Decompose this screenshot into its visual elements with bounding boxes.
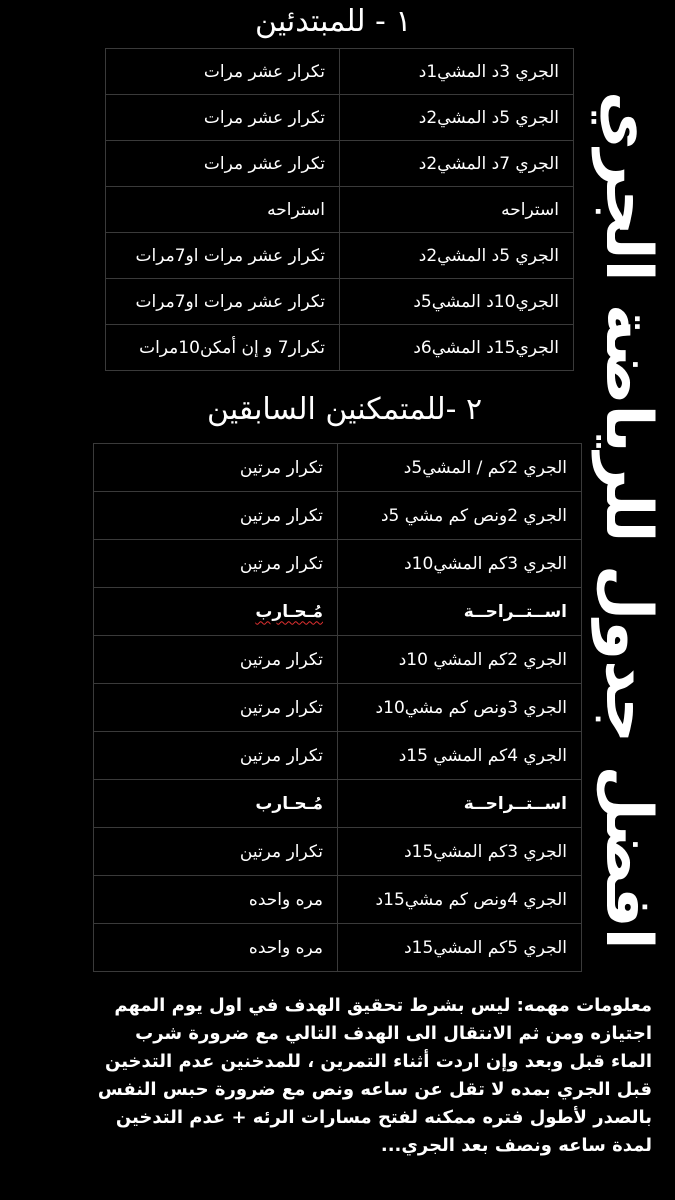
reps-cell: تكرار مرتين bbox=[94, 636, 338, 684]
run-cell: الجري 3كم المشي10د bbox=[338, 540, 582, 588]
table-row bbox=[94, 492, 582, 540]
run-cell: الجري 2كم المشي 10د bbox=[338, 636, 582, 684]
reps-cell: تكرار مرتين bbox=[94, 828, 338, 876]
notes-line: بالصدر لأطول فتره ممكنه لفتح مسارات الرئه + عدم التدخين bbox=[115, 1107, 652, 1128]
reps-cell: تكرار عشر مرات bbox=[106, 95, 340, 141]
reps-cell: تكرار عشر مرات bbox=[106, 49, 340, 95]
notes-line: اجتيازه ومن ثم الانتقال الى الهدف التالي مع ضرورة شرب bbox=[135, 1023, 652, 1044]
reps-cell: تكرار مرتين bbox=[94, 540, 338, 588]
advanced-title: ٢ -للمتمكنين السابقين bbox=[207, 392, 483, 427]
reps-cell: تكرار مرتين bbox=[94, 444, 338, 492]
notes-line: معلومات مهمه: ليس بشرط تحقيق الهدف في اول يوم المهم bbox=[114, 995, 652, 1016]
important-notes bbox=[30, 992, 652, 1160]
notes-line: الماء قبل وبعد وإن اردت أثناء التمرين ، للمدخنين عدم التدخين bbox=[105, 1051, 652, 1072]
run-cell: الجري 4كم المشي 15د bbox=[338, 732, 582, 780]
run-cell: استراحه bbox=[340, 187, 574, 233]
warrior-cell: مُـحـارب bbox=[94, 588, 338, 636]
table-row bbox=[94, 444, 582, 492]
run-cell: الجري 5كم المشي15د bbox=[338, 924, 582, 972]
reps-cell: تكرار عشر مرات bbox=[106, 141, 340, 187]
reps-cell: مره واحده bbox=[94, 876, 338, 924]
table-row bbox=[106, 279, 574, 325]
table-row bbox=[94, 828, 582, 876]
table-row bbox=[94, 924, 582, 972]
run-cell: الجري10د المشي5د bbox=[340, 279, 574, 325]
table-row bbox=[94, 732, 582, 780]
run-cell: الجري 3ونص كم مشي10د bbox=[338, 684, 582, 732]
table-row bbox=[94, 636, 582, 684]
beginners-title: ١ - للمبتدئين bbox=[255, 4, 412, 39]
table-row bbox=[106, 187, 574, 233]
reps-cell: استراحه bbox=[106, 187, 340, 233]
run-cell: الجري 3د المشي1د bbox=[340, 49, 574, 95]
warrior-cell: مُـحـارب bbox=[94, 780, 338, 828]
run-cell: الجري 7د المشي2د bbox=[340, 141, 574, 187]
run-cell: الجري 2كم / المشي5د bbox=[338, 444, 582, 492]
run-cell: الجري 5د المشي2د bbox=[340, 233, 574, 279]
run-cell: الجري 4ونص كم مشي15د bbox=[338, 876, 582, 924]
table-row bbox=[94, 540, 582, 588]
table-row bbox=[94, 588, 582, 636]
table-row bbox=[106, 95, 574, 141]
reps-cell: تكرار عشر مرات او7مرات bbox=[106, 279, 340, 325]
beginners-table bbox=[105, 48, 574, 371]
table-row bbox=[106, 49, 574, 95]
table-row bbox=[106, 233, 574, 279]
rest-cell: اســتــراحــة bbox=[338, 780, 582, 828]
table-row bbox=[106, 325, 574, 371]
reps-cell: تكرار مرتين bbox=[94, 684, 338, 732]
notes-line: لمدة ساعه ونصف بعد الجري... bbox=[380, 1135, 652, 1156]
run-cell: الجري15د المشي6د bbox=[340, 325, 574, 371]
notes-line: قبل الجري بمده لا تقل عن ساعه ونص مع ضرورة حبس النفس bbox=[97, 1079, 652, 1100]
advanced-table bbox=[93, 443, 582, 972]
reps-cell: تكرار مرتين bbox=[94, 492, 338, 540]
table-row bbox=[94, 684, 582, 732]
reps-cell: تكرار عشر مرات او7مرات bbox=[106, 233, 340, 279]
reps-cell: تكرار مرتين bbox=[94, 732, 338, 780]
table-row bbox=[106, 141, 574, 187]
run-cell: الجري 3كم المشي15د bbox=[338, 828, 582, 876]
vertical-headline: افضل جدول للرياضة الجري bbox=[591, 90, 665, 950]
rest-cell: اســتــراحــة bbox=[338, 588, 582, 636]
reps-cell: تكرار7 و إن أمكن10مرات bbox=[106, 325, 340, 371]
reps-cell: مره واحده bbox=[94, 924, 338, 972]
table-row bbox=[94, 780, 582, 828]
run-cell: الجري 5د المشي2د bbox=[340, 95, 574, 141]
run-cell: الجري 2ونص كم مشي 5د bbox=[338, 492, 582, 540]
table-row bbox=[94, 876, 582, 924]
